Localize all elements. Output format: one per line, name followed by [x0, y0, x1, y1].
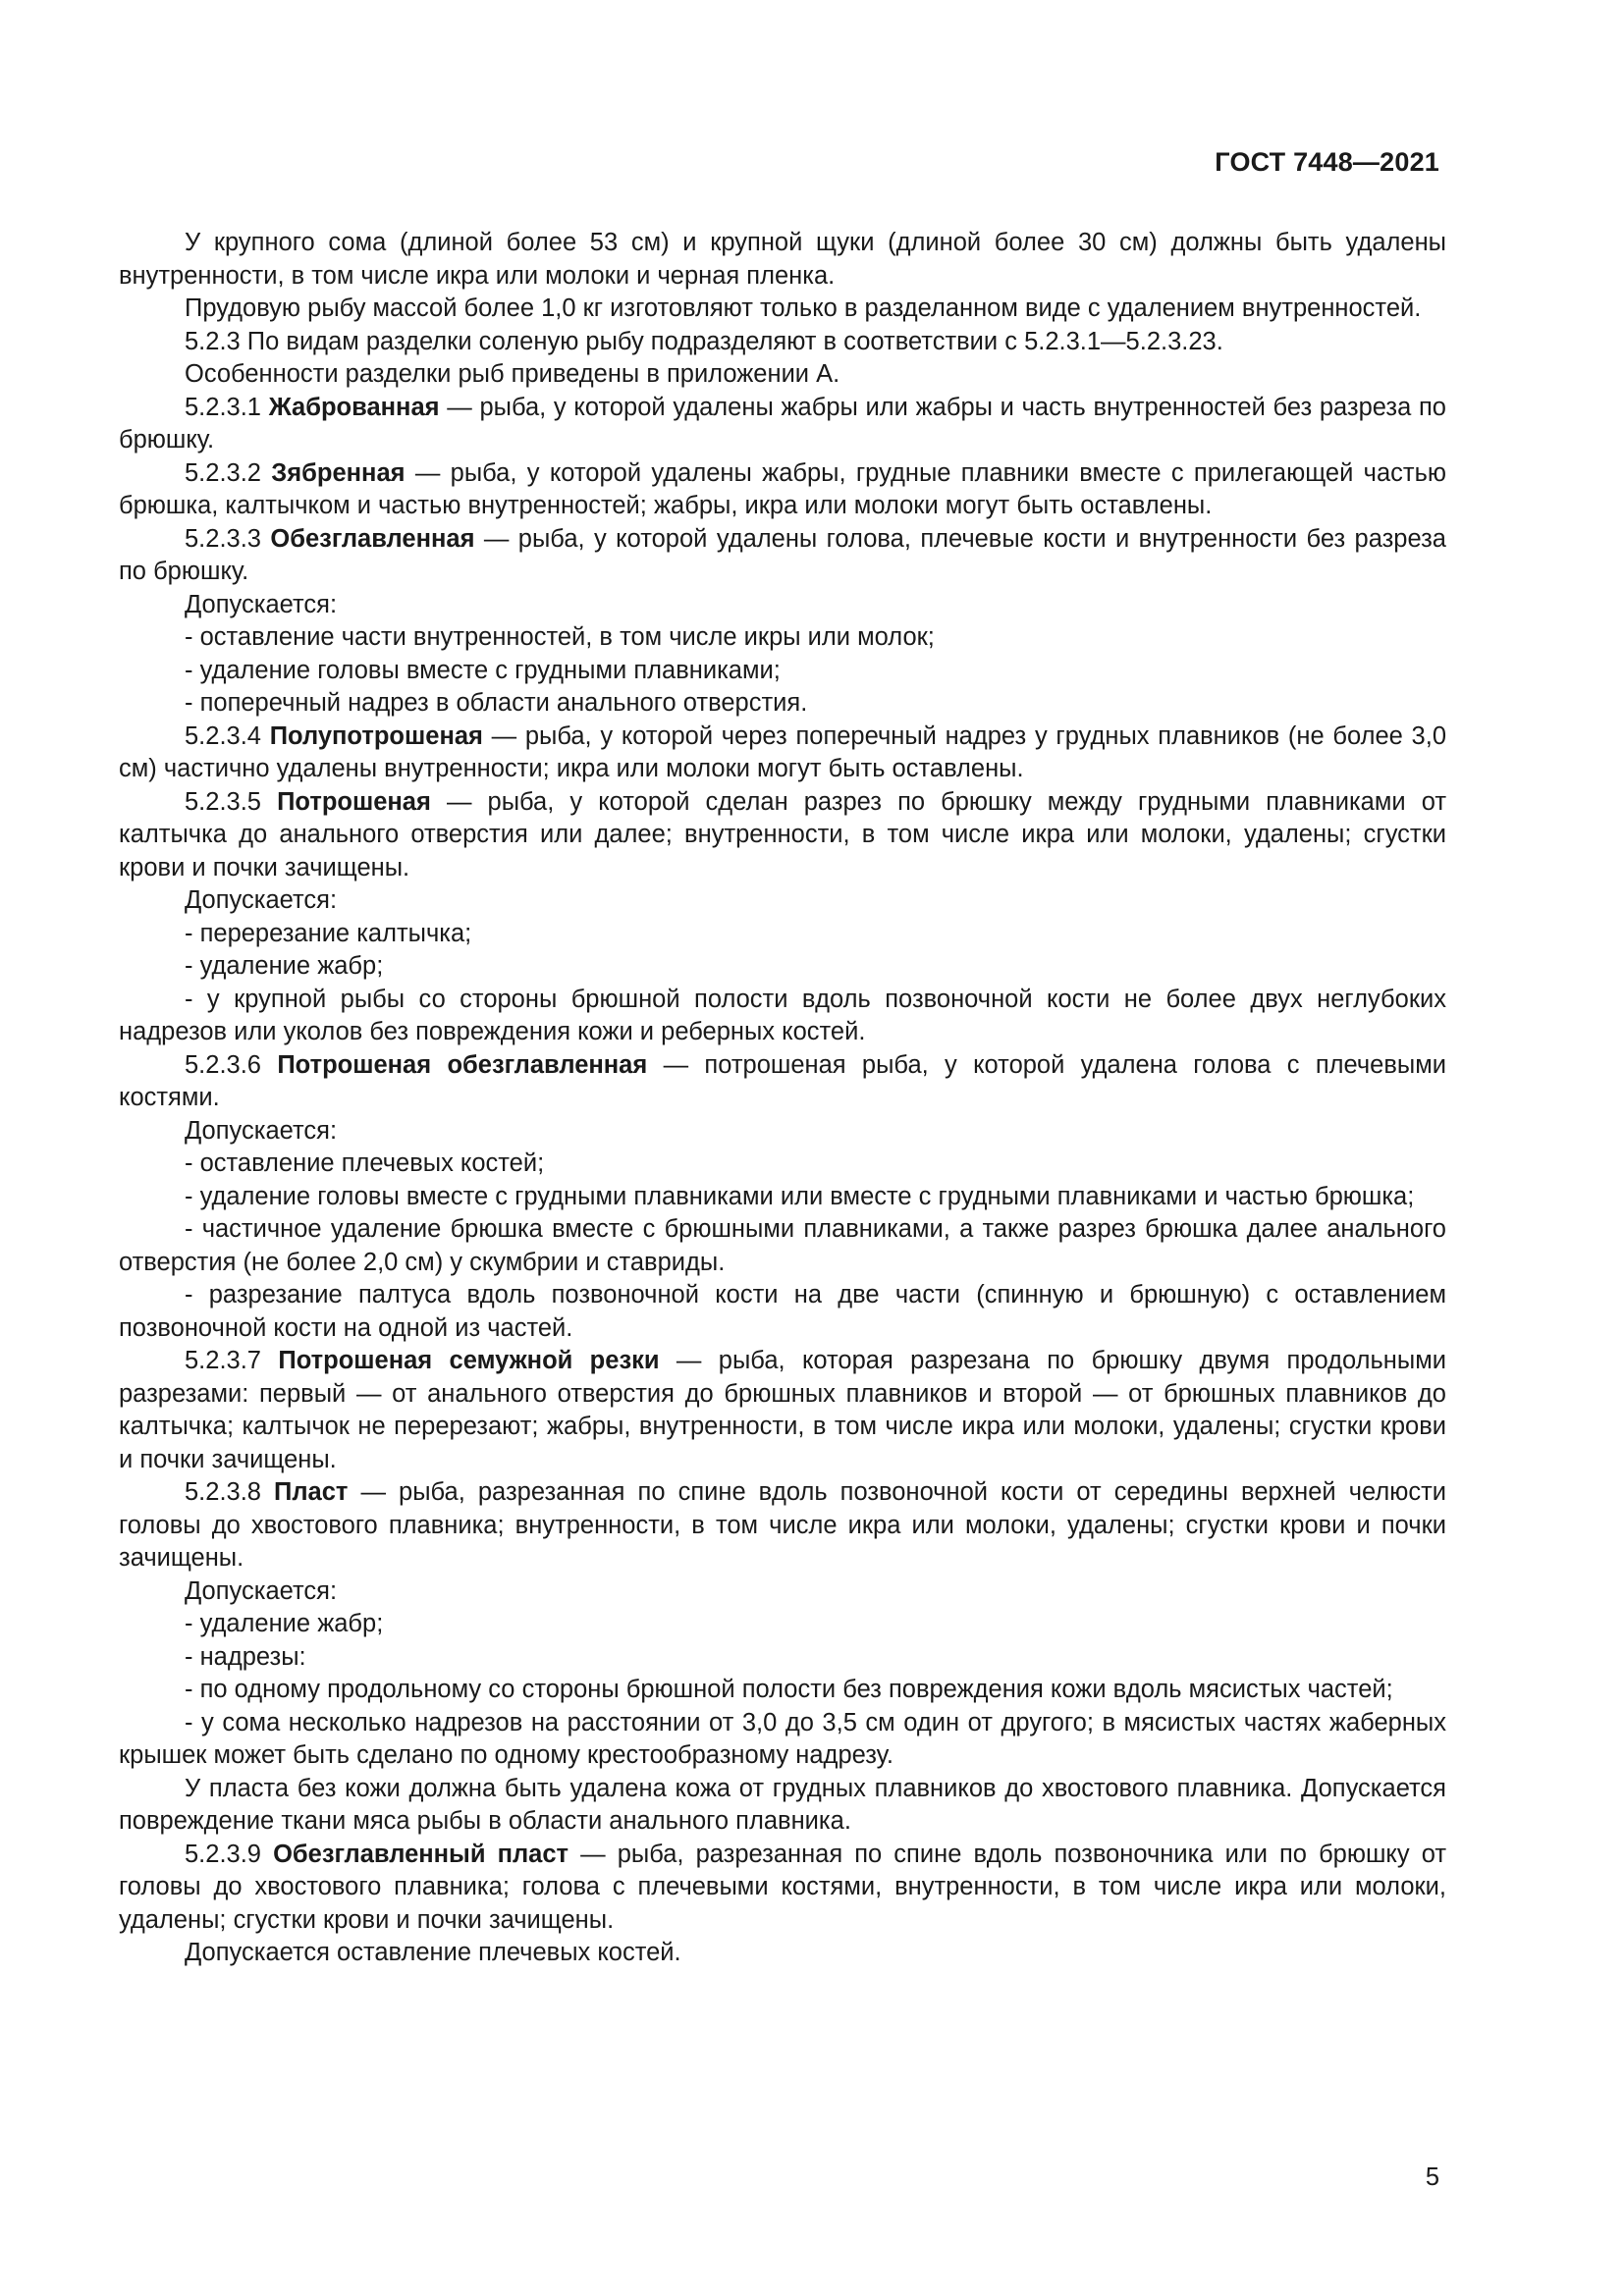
paragraph-text: - поперечный надрез в области анального отверстия. [185, 689, 808, 717]
body-paragraph [119, 884, 1446, 918]
body-paragraph [119, 1213, 1446, 1279]
paragraph-text: рыба, у которой удалены жабры или жабры и часть внутренностей без разреза по брюшку. [119, 393, 1446, 454]
clause-paragraph [119, 523, 1446, 589]
paragraph-text: У пласта без кожи должна быть удалена кожа от грудных плавников до хвостового плавника. Допускается повреждение ткани мяса рыбы в области анального плавника. [119, 1774, 1446, 1835]
paragraph-text: рыба, разрезанная по спине вдоль позвоночной кости от середины верхней челюсти головы до хвостового плавника; внутренности, в том числе икра или молоки, удалены; сгустки крови и почки зачищены. [119, 1478, 1446, 1572]
body-paragraph [119, 1181, 1446, 1214]
clause-term: Пласт [274, 1478, 349, 1506]
paragraph-text: рыба, разрезанная по спине вдоль позвоночника или по брюшку от головы до хвостового плавника; голова с плечевыми костями, внутренности, в том числе икра или молоки, удалены; сгустки крови и почки зачищены. [119, 1840, 1446, 1934]
paragraph-text: - надрезы: [185, 1642, 306, 1671]
clause-term: Потрошеная [277, 787, 431, 816]
body-paragraph [119, 918, 1446, 951]
body-paragraph [119, 326, 1446, 359]
paragraph-text: рыба, у которой удалены жабры, грудные плавники вместе с прилегающей частью брюшка, калтычком и частью внутренностей; жабры, икра или молоки могут быть оставлены. [119, 458, 1446, 519]
term-separator: — [439, 393, 480, 421]
clause-paragraph [119, 1476, 1446, 1575]
paragraph-text: - удаление жабр; [185, 952, 384, 980]
body-paragraph [119, 1279, 1446, 1345]
clause-paragraph [119, 1839, 1446, 1938]
body-paragraph [119, 621, 1446, 655]
clause-number: 5.2.3.3 [185, 524, 271, 553]
paragraph-text: - оставление части внутренностей, в том числе икры или молок; [185, 623, 935, 651]
clause-paragraph [119, 786, 1446, 885]
clause-term: Полупотрошеная [269, 721, 483, 750]
body-paragraph [119, 227, 1446, 293]
clause-term: Жаброванная [268, 393, 440, 421]
paragraph-text: Допускается: [185, 1576, 338, 1605]
paragraph-text: рыба, у которой удалены голова, плечевые кости и внутренности без разреза по брюшку. [119, 524, 1446, 585]
body-paragraph [119, 1674, 1446, 1707]
body-paragraph [119, 655, 1446, 688]
paragraph-text: рыба, которая разрезана по брюшку двумя продольными разрезами: первый — от анального отверстия до брюшных плавников и второй — от брюшных плавников до калтычка; калтычок не перерезают; жабры, внутренности, в том числе икра или молоки, удалены; сгустки крови и почки зачищены. [119, 1347, 1446, 1473]
clause-number: 5.2.3.9 [185, 1840, 274, 1868]
term-separator: — [405, 458, 451, 487]
clause-paragraph [119, 1345, 1446, 1476]
paragraph-text: - у крупной рыбы со стороны брюшной полости вдоль позвоночной кости не более двух неглубоких надрезов или уколов без повреждения кожи и реберных костей. [119, 985, 1446, 1045]
body-paragraph [119, 589, 1446, 622]
body-paragraph [119, 984, 1446, 1049]
paragraph-text: Прудовую рыбу массой более 1,0 кг изготовляют только в разделанном виде с удалением внутренностей. [185, 294, 1422, 322]
body-paragraph [119, 1641, 1446, 1675]
document-header: ГОСТ 7448—2021 [1215, 147, 1439, 177]
term-separator: — [430, 787, 488, 816]
term-separator: — [568, 1840, 618, 1868]
body-paragraph [119, 1115, 1446, 1148]
paragraph-text: - оставление плечевых костей; [185, 1149, 545, 1177]
body-paragraph [119, 358, 1446, 392]
paragraph-text: Допускается: [185, 886, 338, 914]
body-paragraph [119, 1575, 1446, 1609]
clause-paragraph [119, 1049, 1446, 1115]
clause-number: 5.2.3.8 [185, 1478, 275, 1506]
clause-paragraph [119, 457, 1446, 523]
body-paragraph [119, 1937, 1446, 1970]
clause-number: 5.2.3.6 [185, 1050, 278, 1079]
clause-term: Потрошеная обезглавленная [277, 1050, 648, 1079]
body-paragraph [119, 1707, 1446, 1773]
term-separator: — [482, 721, 525, 750]
term-separator: — [659, 1347, 719, 1374]
clause-number: 5.2.3.1 [185, 393, 269, 421]
paragraph-text: - у сома несколько надрезов на расстоянии от 3,0 до 3,5 см один от другого; в мясистых частях жаберных крышек может быть сделано по одному крестообразному надрезу. [119, 1708, 1446, 1769]
body-paragraph [119, 293, 1446, 326]
body-paragraph [119, 687, 1446, 721]
clause-number: 5.2.3.2 [185, 458, 272, 487]
paragraph-text: рыба, у которой сделан разрез по брюшку между грудными плавниками от калтычка до анального отверстия или далее; внутренности, в том числе икра или молоки, удалены; сгустки крови и почки зачищены. [119, 787, 1446, 881]
clause-term: Потрошеная семужной резки [278, 1347, 660, 1374]
clause-number: 5.2.3.4 [185, 721, 270, 750]
clause-term: Обезглавленный пласт [273, 1840, 569, 1868]
clause-number: 5.2.3.7 [185, 1347, 279, 1374]
paragraph-text: Допускается: [185, 590, 338, 618]
term-separator: — [474, 524, 518, 553]
body-paragraph [119, 950, 1446, 984]
term-separator: — [647, 1050, 705, 1079]
body-paragraph [119, 1608, 1446, 1641]
paragraph-text: - разрезание палтуса вдоль позвоночной кости на две части (спинную и брюшную) с оставлением позвоночной кости на одной из частей. [119, 1281, 1446, 1342]
paragraph-text: Допускается: [185, 1116, 338, 1145]
term-separator: — [348, 1478, 400, 1506]
paragraph-text: 5.2.3 По видам разделки соленую рыбу подразделяют в соответствии с 5.2.3.1—5.2.3.23. [185, 327, 1223, 355]
body-paragraph [119, 1773, 1446, 1839]
clause-number: 5.2.3.5 [185, 787, 278, 816]
paragraph-text: Допускается оставление плечевых костей. [185, 1939, 681, 1966]
paragraph-text: - удаление жабр; [185, 1610, 384, 1637]
clause-paragraph [119, 721, 1446, 786]
paragraph-text: - по одному продольному со стороны брюшной полости без повреждения кожи вдоль мясистых частей; [185, 1676, 1393, 1703]
paragraph-text: - частичное удаление брюшка вместе с брюшными плавниками, а также разрез брюшка далее анального отверстия (не более 2,0 см) у скумбрии и ставриды. [119, 1215, 1446, 1276]
body-paragraph [119, 1148, 1446, 1181]
clause-term: Зябренная [271, 458, 406, 487]
paragraph-text: - перерезание калтычка; [185, 919, 472, 947]
clause-paragraph [119, 392, 1446, 457]
paragraph-text: - удаление головы вместе с грудными плавниками или вместе с грудными плавниками и частью брюшка; [185, 1182, 1415, 1210]
paragraph-text: рыба, у которой через поперечный надрез у грудных плавников (не более 3,0 см) частично удалены внутренности; икра или молоки могут быть оставлены. [119, 721, 1446, 782]
page-number: 5 [1425, 2163, 1439, 2191]
paragraph-text: Особенности разделки рыб приведены в приложении А. [185, 360, 840, 388]
paragraph-text: - удаление головы вместе с грудными плавниками; [185, 656, 781, 684]
paragraph-text: потрошеная рыба, у которой удалена голова с плечевыми костями. [119, 1050, 1446, 1111]
paragraph-text: У крупного сома (длиной более 53 см) и крупной щуки (длиной более 30 см) должны быть удалены внутренности, в том числе икра или молоки и черная пленка. [119, 229, 1446, 290]
clause-term: Обезглавленная [270, 524, 475, 553]
document-body [119, 227, 1446, 1970]
